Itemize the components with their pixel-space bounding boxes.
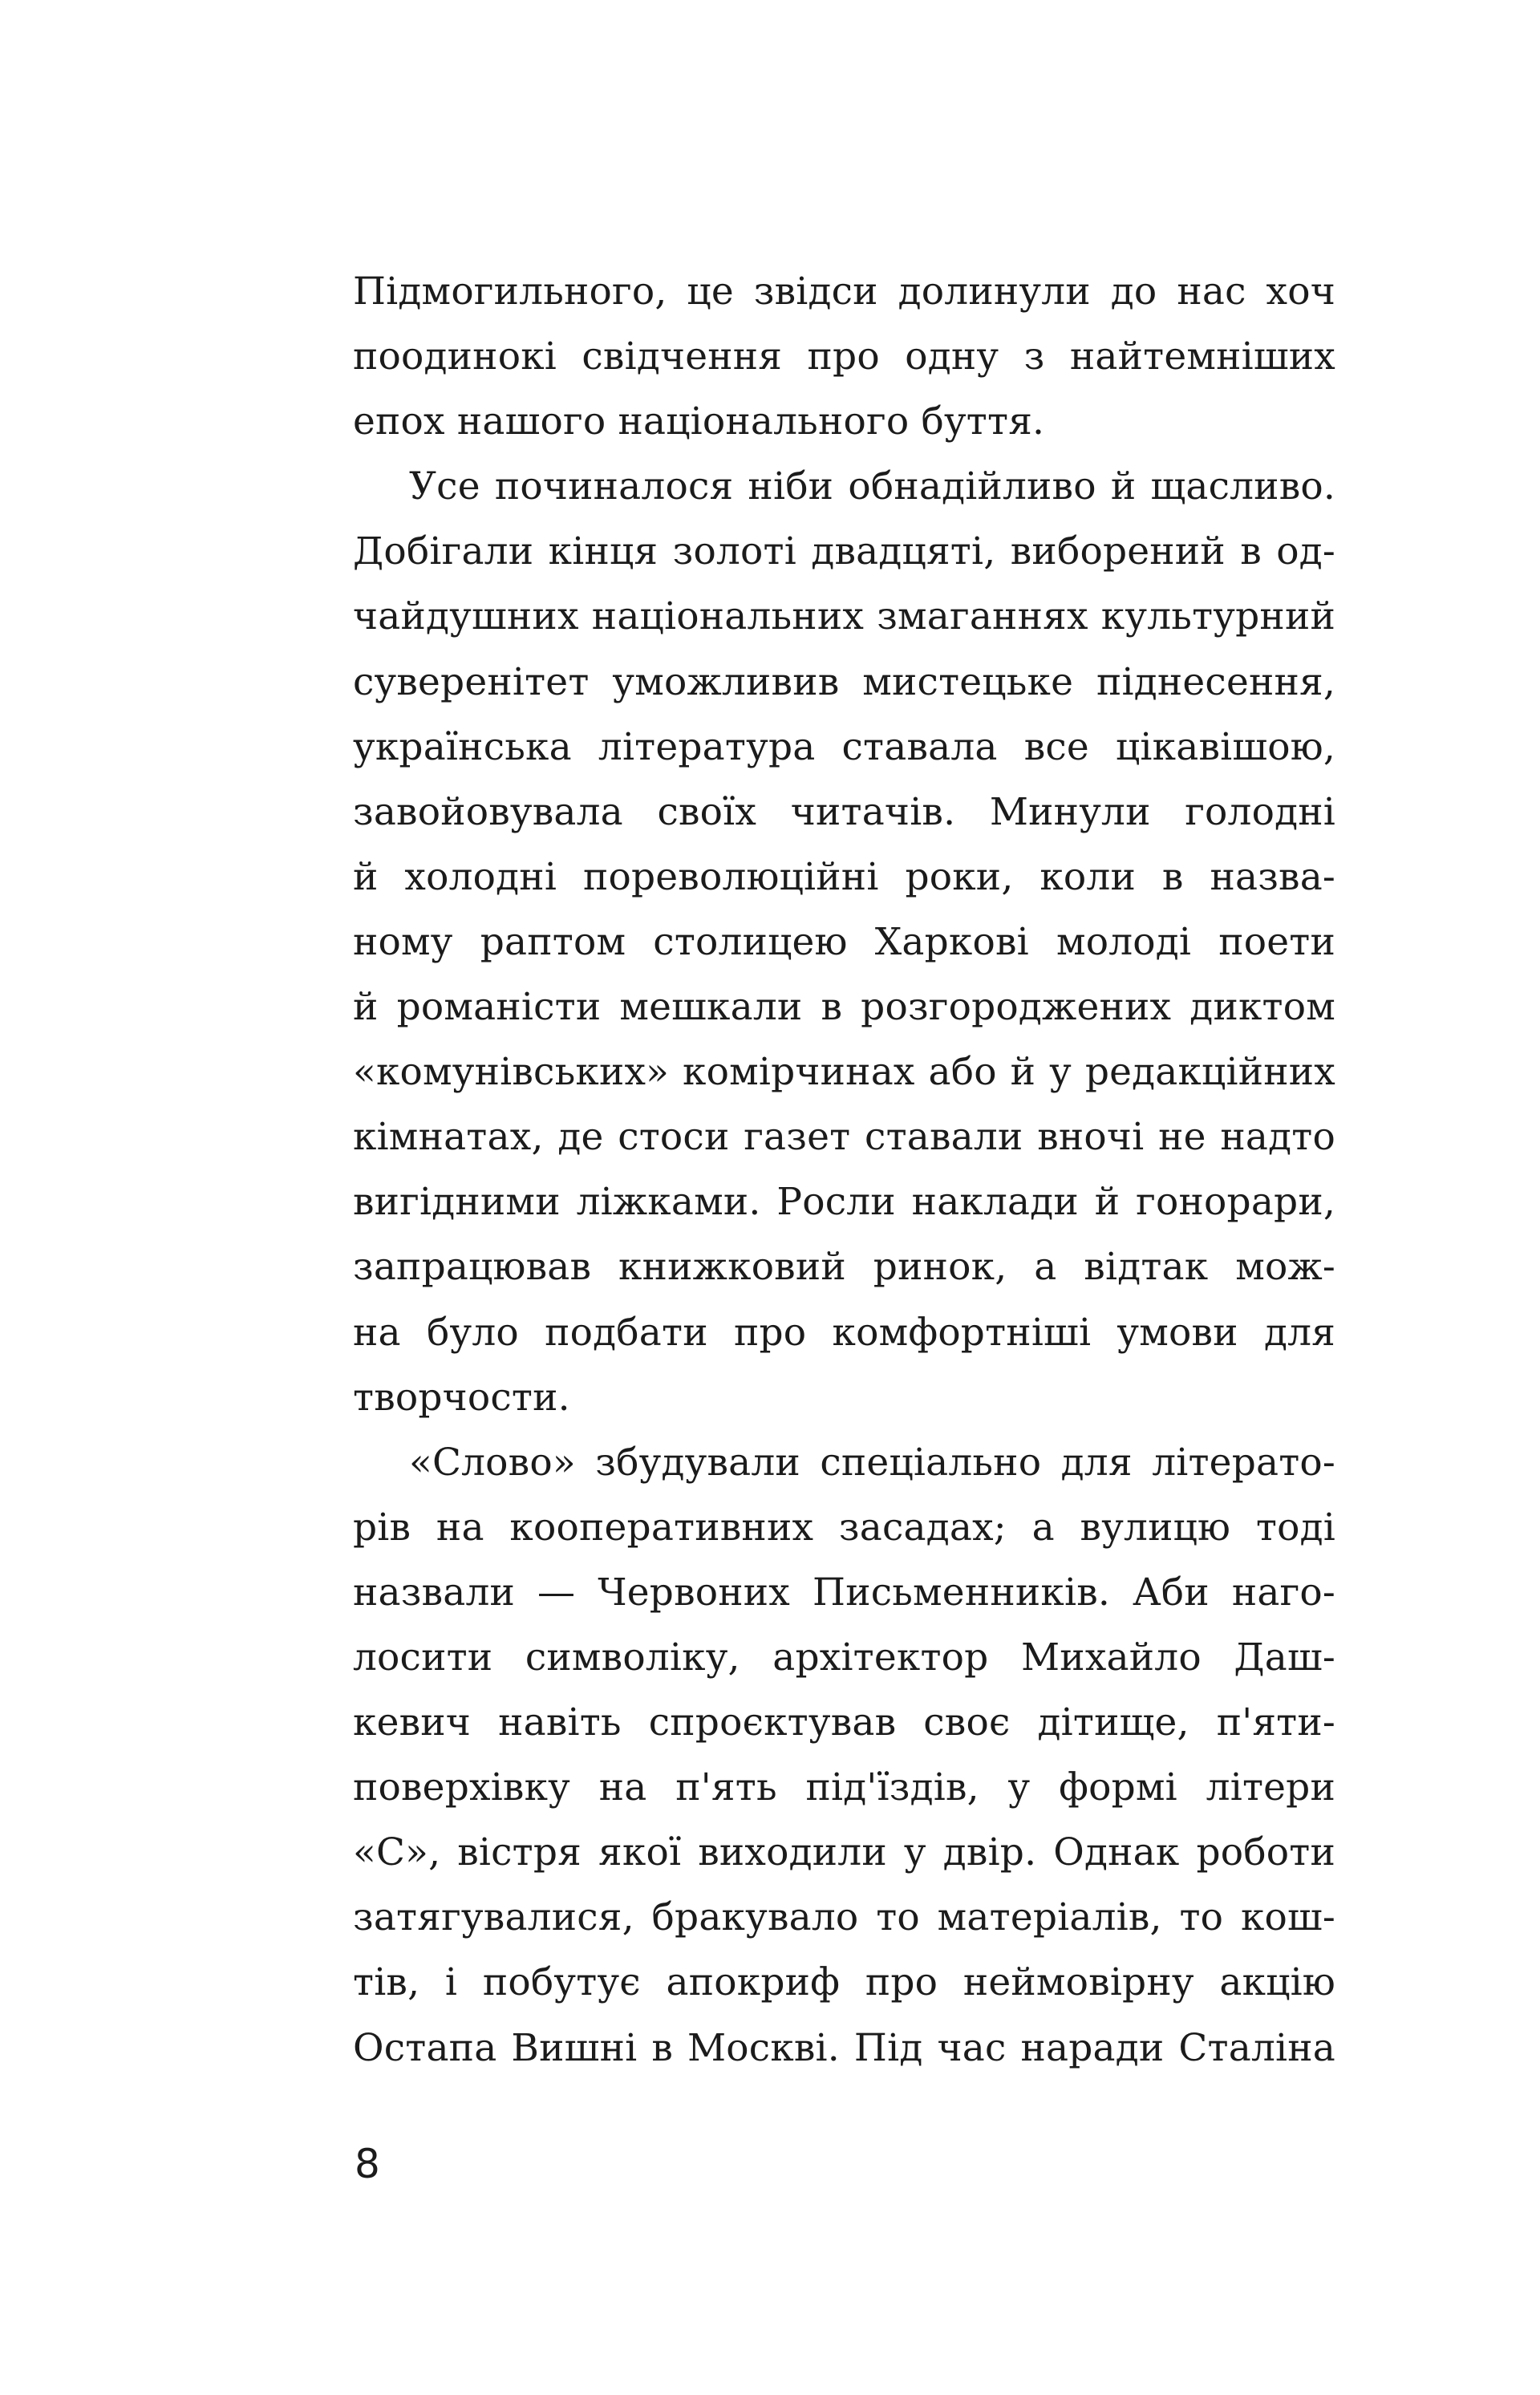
text-line: поверхівку на п'ять під'їздів, у формі літери (353, 1765, 1335, 1810)
text-line: на було подбати про комфортніші умови для (353, 1310, 1335, 1355)
text-line: вигідними ліжками. Росли наклади й гонорари, (353, 1180, 1335, 1225)
text-line: чайдушних національних змаганнях культурний (353, 594, 1335, 639)
text-line: рів на кооперативних засадах; а вулицю тоді (353, 1505, 1335, 1550)
text-line: кімнатах, де стоси газет ставали вночі не надто (353, 1115, 1335, 1160)
text-line: поодинокі свідчення про одну з найтемніших (353, 334, 1335, 379)
text-line: «комунівських» комірчинах або й у редакційних (353, 1050, 1335, 1095)
text-line: кевич навіть спроєктував своє дітище, п'яти- (353, 1700, 1335, 1745)
text-line: суверенітет уможливив мистецьке піднесення, (353, 659, 1335, 704)
text-line: творчости. (353, 1375, 570, 1420)
text-line: Підмогильного, це звідси долинули до нас хоч (353, 269, 1335, 314)
text-line: українська література ставала все цікавішою, (353, 724, 1335, 769)
text-line: «С», вістря якої виходили у двір. Однак роботи (353, 1830, 1335, 1875)
text-line: й романісти мешкали в розгороджених диктом (353, 985, 1335, 1030)
text-line: запрацював книжковий ринок, а відтак мож- (353, 1245, 1335, 1290)
text-line: ному раптом столицею Харкові молоді поети (353, 919, 1335, 964)
text-line: «Слово» збудували спеціально для літерато- (409, 1440, 1335, 1485)
text-line: затягувалися, бракувало то матеріалів, то кош- (353, 1895, 1335, 1940)
body-text (353, 259, 1335, 2081)
text-line: завойовувала своїх читачів. Минули голодні (353, 789, 1335, 834)
text-line: епох нашого національного буття. (353, 399, 1045, 444)
text-line: тів, і побутує апокриф про неймовірну акцію (353, 1960, 1335, 2005)
text-line: Остапа Вишні в Москві. Під час наради Сталіна (353, 2025, 1335, 2070)
text-line: й холодні пореволюційні роки, коли в назва- (353, 854, 1335, 899)
text-line: назвали — Червоних Письменників. Аби наго- (353, 1570, 1335, 1615)
page-number: 8 (355, 2141, 380, 2187)
text-line: Усе починалося ніби обнадійливо й щасливо. (409, 464, 1335, 509)
text-line: Добігали кінця золоті двадцяті, виборений в од- (353, 529, 1335, 574)
text-line: лосити символіку, архітектор Михайло Даш- (353, 1635, 1335, 1680)
